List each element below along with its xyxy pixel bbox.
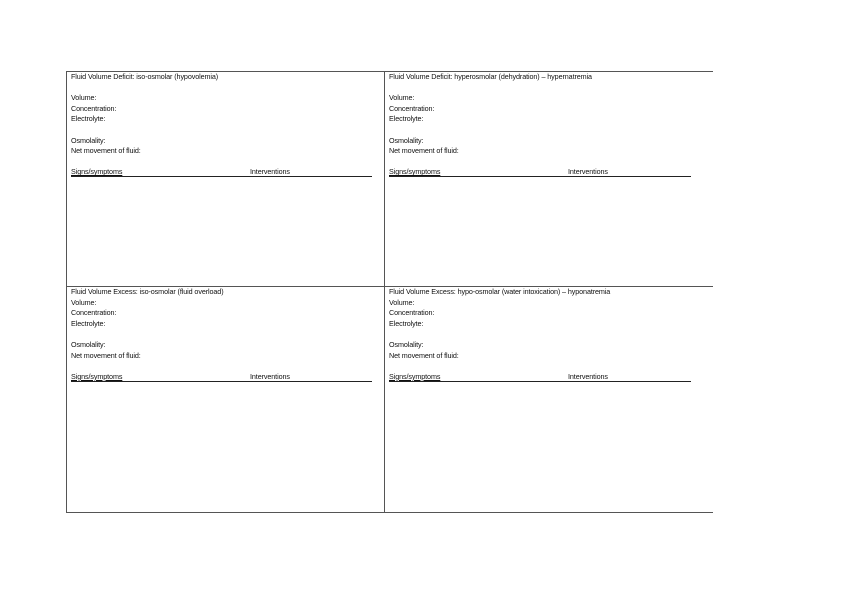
cell-title: Fluid Volume Deficit: hyperosmolar (dehydration) – hypernatremia bbox=[389, 72, 592, 81]
worksheet-table bbox=[66, 71, 713, 513]
bottom-border bbox=[66, 512, 713, 513]
cell-iso-osmolar-deficit bbox=[66, 71, 384, 286]
cell-hypo-osmolar-excess bbox=[384, 286, 713, 512]
electrolyte-label: Electrolyte: bbox=[389, 318, 424, 328]
concentration-label: Concentration: bbox=[389, 103, 435, 113]
signs-symptoms-label: Signs/symptoms bbox=[71, 371, 123, 381]
interventions-label: Interventions bbox=[568, 167, 608, 177]
concentration-label: Concentration: bbox=[71, 308, 117, 318]
cell-iso-osmolar-excess bbox=[66, 286, 384, 512]
cell-hyperosmolar-deficit bbox=[384, 71, 713, 286]
signs-symptoms-label: Signs/symptoms bbox=[389, 167, 441, 177]
cell-title: Fluid Volume Excess: iso-osmolar (fluid overload) bbox=[71, 287, 224, 296]
volume-label: Volume: bbox=[71, 93, 97, 103]
volume-label: Volume: bbox=[389, 93, 415, 103]
electrolyte-label: Electrolyte: bbox=[71, 318, 106, 328]
interventions-label: Interventions bbox=[250, 371, 290, 381]
volume-label: Volume: bbox=[71, 297, 97, 307]
signs-interventions-row bbox=[71, 167, 384, 178]
net-movement-label: Net movement of fluid: bbox=[389, 146, 459, 156]
underline bbox=[71, 381, 372, 382]
signs-interventions-row bbox=[71, 372, 384, 383]
net-movement-label: Net movement of fluid: bbox=[389, 350, 459, 360]
electrolyte-label: Electrolyte: bbox=[71, 114, 106, 124]
concentration-label: Concentration: bbox=[71, 103, 117, 113]
underline bbox=[71, 176, 372, 177]
electrolyte-label: Electrolyte: bbox=[389, 114, 424, 124]
signs-interventions-row bbox=[389, 167, 713, 178]
osmolality-label: Osmolality: bbox=[389, 339, 424, 349]
net-movement-label: Net movement of fluid: bbox=[71, 350, 141, 360]
volume-label: Volume: bbox=[389, 297, 415, 307]
osmolality-label: Osmolality: bbox=[389, 135, 424, 145]
underline bbox=[389, 176, 691, 177]
cell-title: Fluid Volume Deficit: iso-osmolar (hypovolemia) bbox=[71, 72, 219, 81]
net-movement-label: Net movement of fluid: bbox=[71, 146, 141, 156]
osmolality-label: Osmolality: bbox=[71, 135, 106, 145]
signs-symptoms-label: Signs/symptoms bbox=[389, 371, 441, 381]
signs-symptoms-label: Signs/symptoms bbox=[71, 167, 123, 177]
interventions-label: Interventions bbox=[250, 167, 290, 177]
underline bbox=[389, 381, 691, 382]
osmolality-label: Osmolality: bbox=[71, 339, 106, 349]
concentration-label: Concentration: bbox=[389, 308, 435, 318]
interventions-label: Interventions bbox=[568, 371, 608, 381]
signs-interventions-row bbox=[389, 372, 713, 383]
cell-title: Fluid Volume Excess: hypo-osmolar (water intoxication) – hyponatremia bbox=[389, 287, 611, 296]
